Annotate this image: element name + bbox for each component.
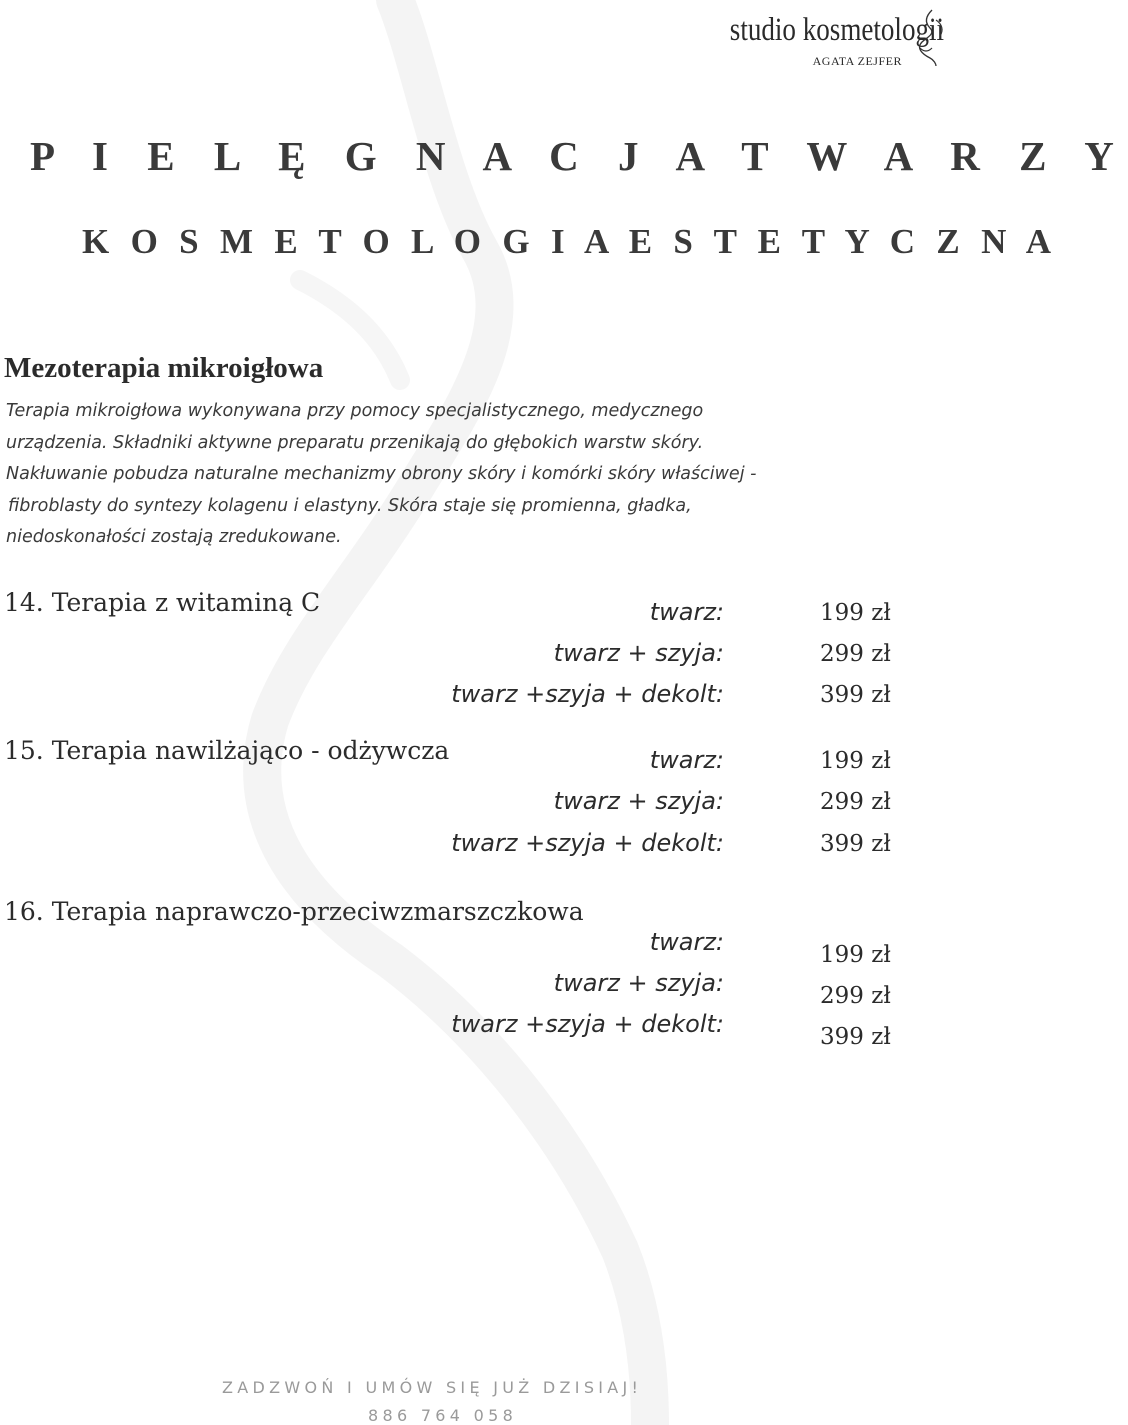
brand-owner: AGATA ZEJFER [812, 54, 902, 68]
option-price: 399 zł [820, 682, 891, 708]
option-price: 399 zł [820, 831, 891, 857]
female-silhouette-icon [912, 8, 948, 66]
option-price: 199 zł [820, 748, 891, 774]
option-label: twarz + szyja: [553, 969, 724, 997]
option-price: 399 zł [820, 1024, 891, 1050]
treatment-name: 15. Terapia nawilżająco - odżywcza [4, 736, 450, 765]
option-label: twarz: [649, 746, 724, 774]
treatment-name: 14. Terapia z witaminą C [4, 588, 321, 617]
option-label: twarz: [649, 928, 724, 956]
treatment-name: 16. Terapia naprawczo-przeciwzmarszczkowa [4, 897, 584, 926]
option-label: twarz + szyja: [553, 639, 724, 667]
section-title: Mezoterapia mikroigłowa [4, 352, 324, 384]
option-label: twarz: [649, 598, 724, 626]
option-label: twarz + szyja: [553, 787, 724, 815]
option-label: twarz +szyja + dekolt: [451, 829, 724, 857]
option-price: 199 zł [820, 600, 891, 626]
page-subtitle: K O S M E T O L O G I A E S T E T Y C Z N A [82, 222, 1058, 261]
footer-cta: ZADZWOŃ I UMÓW SIĘ JUŻ DZISIAJ! [222, 1378, 643, 1397]
brand-logo [680, 4, 960, 68]
option-label: twarz +szyja + dekolt: [451, 680, 724, 708]
description-line: Terapia mikroigłowa wykonywana przy pomocy specjalistycznego, medycznego [6, 401, 704, 421]
description-line: Nakłuwanie pobudza naturalne mechanizmy obrony skóry i komórki skóry właściwej - [6, 464, 757, 484]
option-price: 299 zł [820, 641, 891, 667]
footer-phone[interactable]: 886 764 058 [368, 1406, 518, 1425]
page-title: P I E L Ę G N A C J A T W A R Z Y [30, 133, 1128, 179]
description-line: urządzenia. Składniki aktywne preparatu przenikają do głębokich warstw skóry. [6, 432, 704, 453]
description-line: fibroblasty do syntezy kolagenu i elastyny. Skóra staje się promienna, gładka, [8, 495, 692, 516]
option-label: twarz +szyja + dekolt: [451, 1010, 724, 1038]
option-price: 199 zł [820, 942, 891, 968]
brand-name: studio kosmetologii [729, 12, 945, 48]
option-price: 299 zł [820, 983, 891, 1009]
section-description [6, 396, 906, 554]
description-line: niedoskonałości zostają zredukowane. [6, 527, 342, 547]
option-price: 299 zł [820, 789, 891, 815]
